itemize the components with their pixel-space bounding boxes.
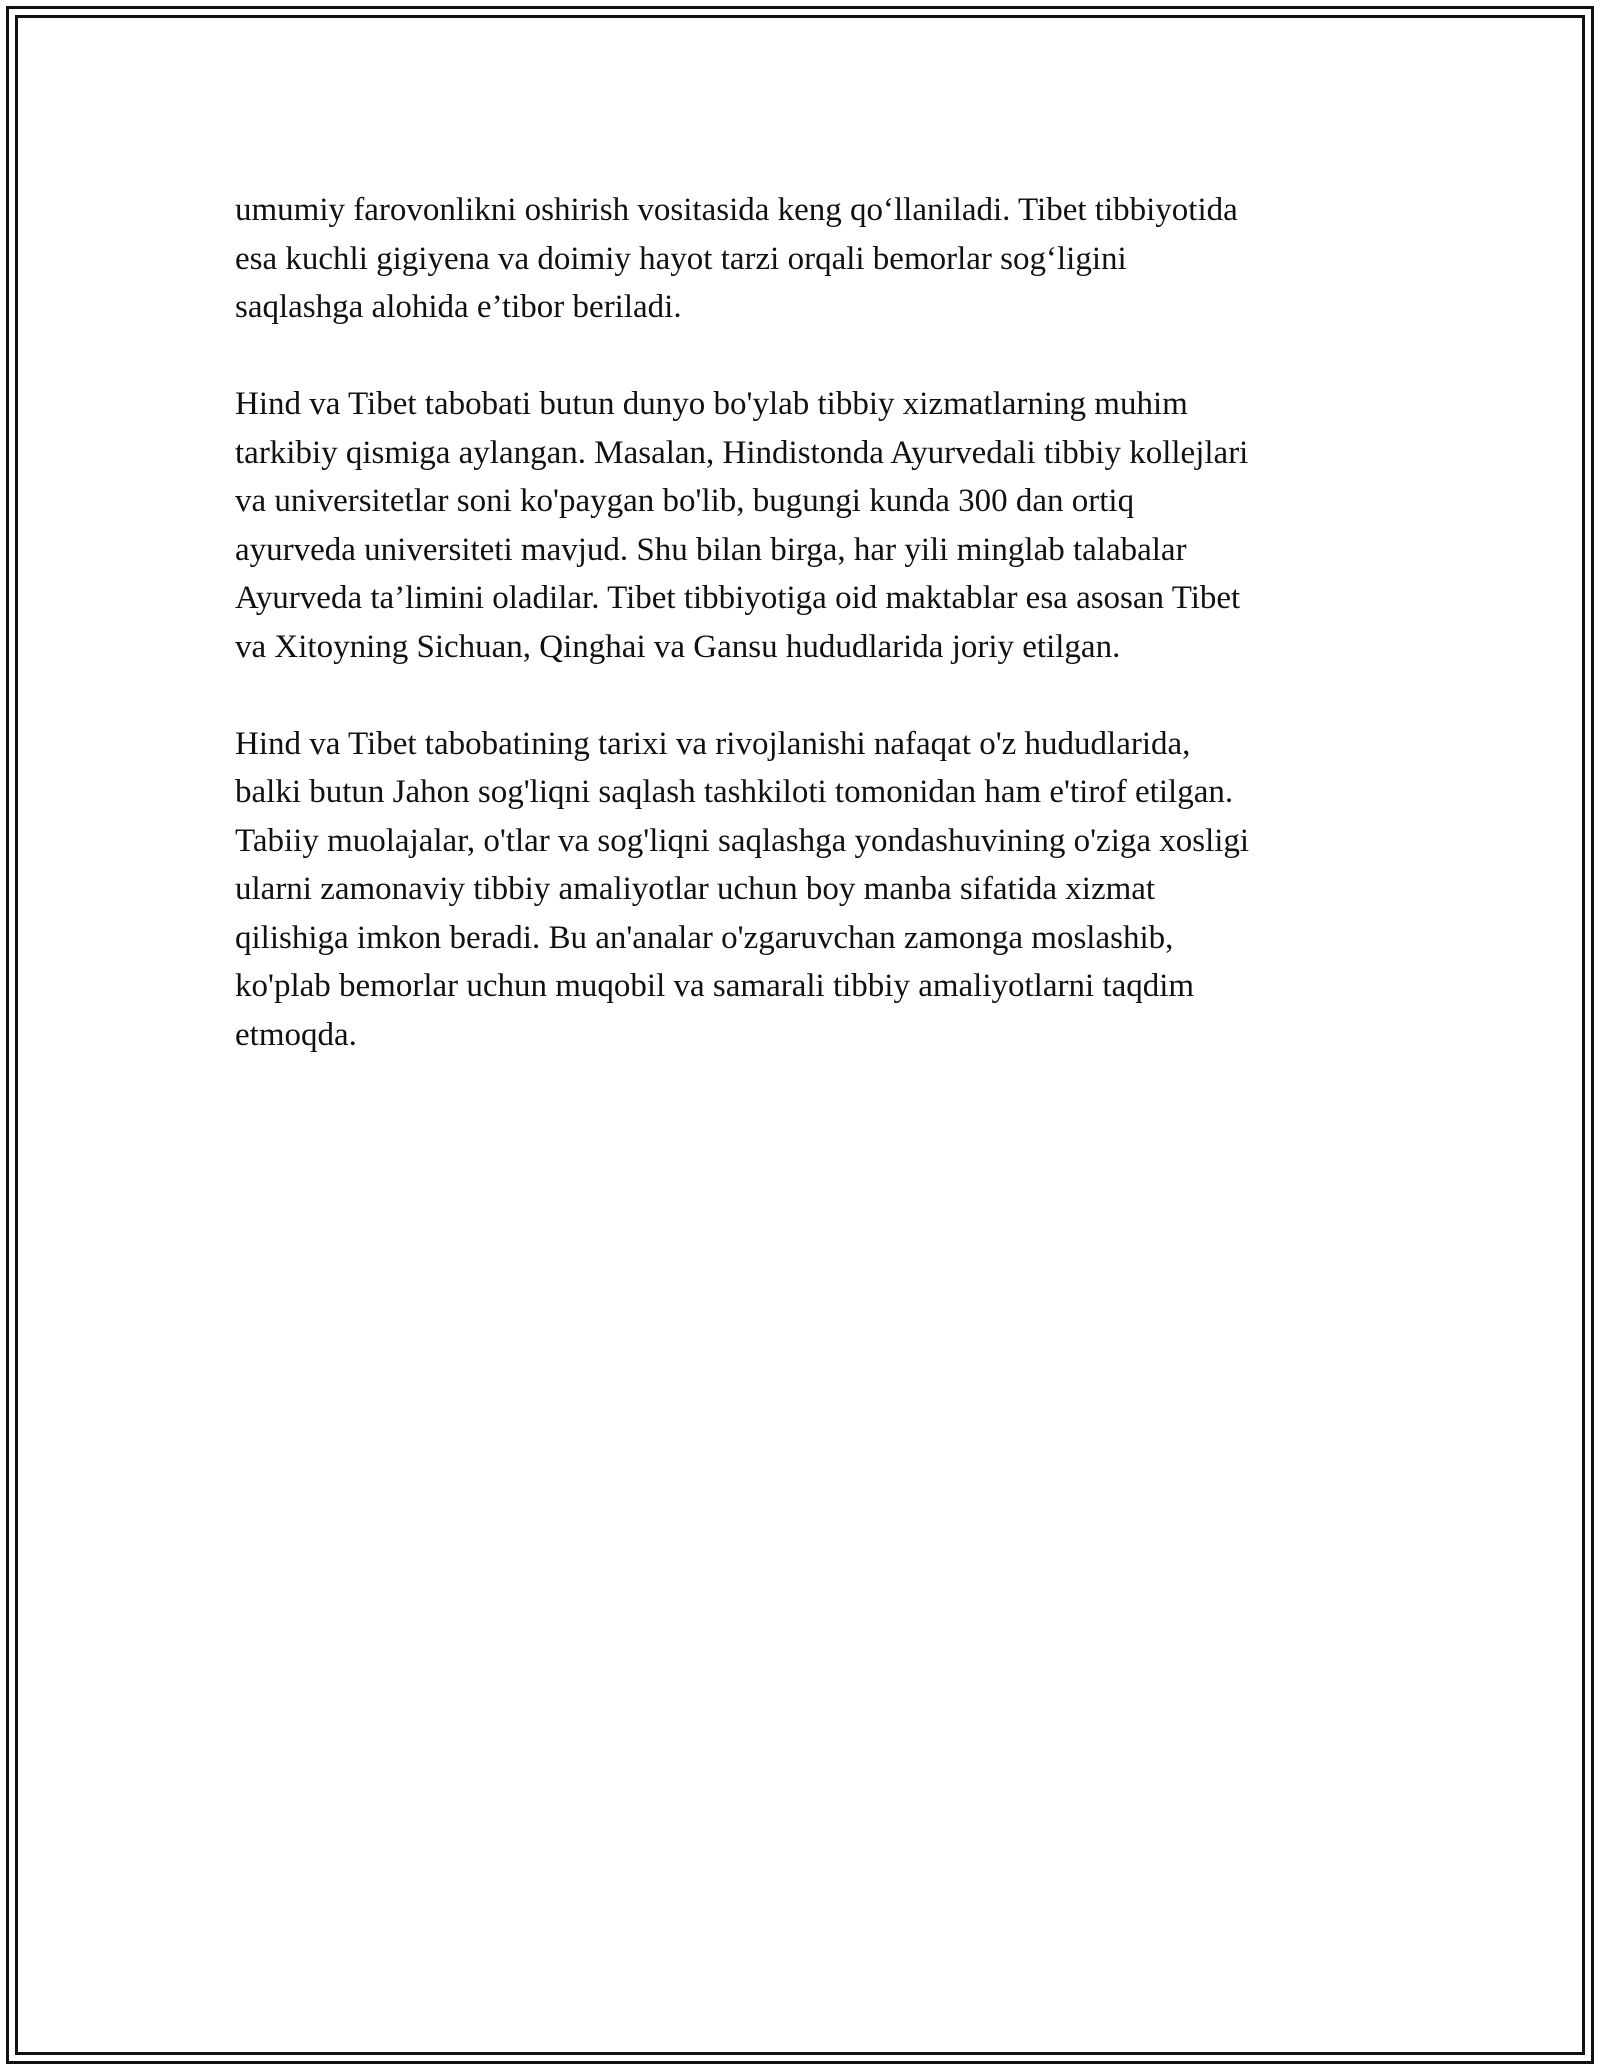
text-line: esa kuchli gigiyena va doimiy hayot tarzi orqali bemorlar sog‘ligini xyxy=(235,240,1127,277)
document-body xyxy=(235,186,1375,1108)
text-line: Tabiiy muolajalar, o'tlar va sog'liqni saqlashga yondashuvining o'ziga xosligi xyxy=(235,822,1250,859)
text-line: va Xitoyning Sichuan, Qinghai va Gansu hududlarida joriy etilgan. xyxy=(235,628,1121,665)
text-line: Hind va Tibet tabobati butun dunyo bo'ylab tibbiy xizmatlarning muhim xyxy=(235,386,1188,422)
text-line: tarkibiy qismiga aylangan. Masalan, Hindistonda Ayurvedali tibbiy kollejlari xyxy=(235,434,1249,471)
paragraph xyxy=(235,186,1375,332)
text-line: qilishiga imkon beradi. Bu an'analar o'zgaruvchan zamonga moslashib, xyxy=(235,919,1174,956)
text-line: ayurveda universiteti mavjud. Shu bilan birga, har yili minglab talabalar xyxy=(235,531,1187,568)
text-line: Ayurveda ta’limini oladilar. Tibet tibbiyotiga oid maktablar esa asosan Tibet xyxy=(235,580,1241,616)
text-line: etmoqda. xyxy=(235,1016,357,1053)
paragraph xyxy=(235,380,1375,671)
text-line: umumiy farovonlikni oshirish vositasida keng qo‘llaniladi. Tibet tibbiyotida xyxy=(235,192,1238,228)
paragraph xyxy=(235,720,1375,1060)
text-line: Hind va Tibet tabobatining tarixi va rivojlanishi nafaqat o'z hududlarida, xyxy=(235,725,1191,762)
text-line: balki butun Jahon sog'liqni saqlash tashkiloti tomonidan ham e'tirof etilgan. xyxy=(235,774,1234,810)
text-line: saqlashga alohida e’tibor beriladi. xyxy=(235,289,682,325)
text-line: ularni zamonaviy tibbiy amaliyotlar uchun boy manba sifatida xizmat xyxy=(235,871,1156,907)
text-line: ko'plab bemorlar uchun muqobil va samarali tibbiy amaliyotlarni taqdim xyxy=(235,968,1195,1004)
text-line: va universitetlar soni ko'paygan bo'lib, bugungi kunda 300 dan ortiq xyxy=(235,483,1135,519)
